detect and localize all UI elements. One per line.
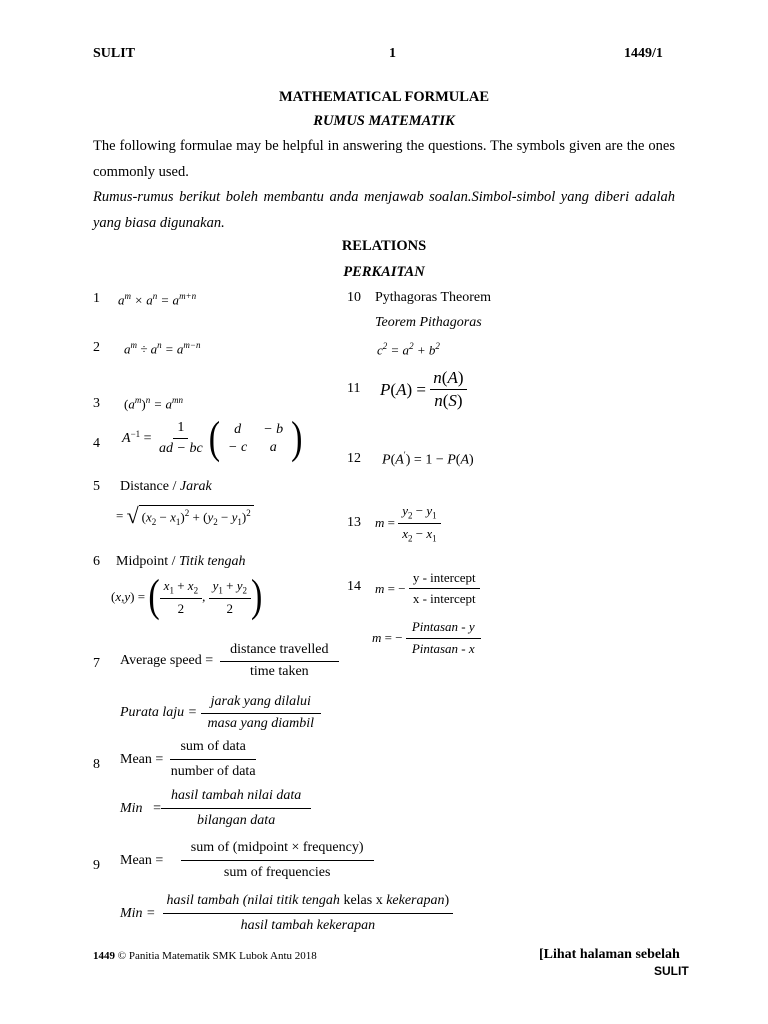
formula-5-number: 5 <box>93 479 100 494</box>
formula-7-en: Average speed = $\frac{\text{distance travelled}}{\text{time taken}}$ <box>120 642 339 680</box>
formula-2: $a^m \div a^n = a^{m-n}$ <box>124 340 201 357</box>
page-title: MATHEMATICAL FORMULAE <box>278 89 490 105</box>
formula-6: ( x , y ) = ( $\frac{x_1 + x_2}{2}$ , $\frac{y_1 + y_2}{2}$ ) <box>111 571 263 622</box>
formula-14-ms: m = − $\frac{\text{Pintasan - y}}{\text{Pintasan - x}}$ <box>372 619 481 657</box>
formula-10-number: 10 <box>347 290 361 305</box>
header-paper-code: 1449/1 <box>624 46 663 61</box>
formula-14-number: 14 <box>347 579 361 594</box>
formula-9-number: 9 <box>93 858 100 873</box>
formula-10-label-en: Pythagoras Theorem <box>375 290 491 305</box>
intro-english: The following formulae may be helpful in answering the questions. The symbols given are the ones commonly used. <box>93 138 675 180</box>
header-left: SULIT <box>93 46 136 61</box>
header-page-number: 1 <box>389 46 396 61</box>
formula-14-en: m = − $\frac{\text{y - intercept}}{\text{x - intercept}}$ <box>375 570 480 607</box>
footer-next-page: [Lihat halaman sebelah <box>539 947 680 962</box>
formula-1: $a^m \times a^n = a^{m+n}$ <box>118 291 197 308</box>
formula-7-number: 7 <box>93 656 100 671</box>
formula-7-ms: Purata laju = $\frac{\text{jarak yang dilalui}}{\text{masa yang diambil}}$ <box>120 694 321 732</box>
formula-12: P(A′) = 1 − P(A) <box>382 450 474 468</box>
formula-5-label-en: Distance <box>120 479 169 494</box>
formula-11: P ( A ) = $\frac{n(A)}{n(S)}$ <box>380 368 467 411</box>
formula-1-number: 1 <box>93 291 100 306</box>
formula-12-number: 12 <box>347 451 361 466</box>
formula-6-label: Midpoint / Titik tengah <box>116 554 246 569</box>
formula-13: m = $\frac{y_2 - y_1}{x_2 - x_1}$ <box>375 503 441 543</box>
footer-sulit: SULIT <box>654 964 689 978</box>
formula-10-label-ms: Teorem Pithagoras <box>375 315 482 330</box>
page-subtitle: RUMUS MATEMATIK <box>313 113 455 129</box>
section-title: RELATIONS <box>341 238 427 254</box>
formula-2-number: 2 <box>93 340 100 355</box>
formula-13-number: 13 <box>347 515 361 530</box>
formula-4-number: 4 <box>93 436 100 451</box>
formula-8-en: Mean = $\frac{\text{sum of data}}{\text{number of data}}$ <box>120 739 256 779</box>
formula-3-number: 3 <box>93 396 100 411</box>
formula-6-number: 6 <box>93 554 100 569</box>
formula-4: A $^{-1}$ = $\frac{1}{ad - bc}$ ( d − b − c a ) <box>122 412 303 463</box>
formula-8-number: 8 <box>93 757 100 772</box>
section-subtitle: PERKAITAN <box>343 264 425 280</box>
formula-5-label-ms: Jarak <box>179 479 212 494</box>
formula-5-label: Distance / Jarak <box>120 479 212 494</box>
formula-3: $(a^m)^n = a^{mn}$ <box>124 395 183 412</box>
formula-9-ms: Min = $\frac{\text{hasil tambah (nilai titik tengah kelas x kekerapan)}}{\text{hasil tambah kekerapan}}$ <box>120 893 453 934</box>
formula-11-number: 11 <box>347 381 361 396</box>
formula-9-en: Mean = $\frac{\text{sum of (midpoint × frequency)}}{\text{sum of frequencies}}$ <box>120 840 374 881</box>
formula-10: $c^2 = a^2 + b^2$ <box>377 341 440 358</box>
formula-8-ms: Min = $\frac{\text{hasil tambah nilai data}}{\text{bilangan data}}$ <box>120 788 311 829</box>
intro-malay: Rumus-rumus berikut boleh membantu anda menjawab soalan.Simbol-simbol yang diberi adalah yang biasa digunakan. <box>93 189 675 231</box>
footer-copyright: 1449 © Panitia Matematik SMK Lubok Antu 2018 <box>93 950 317 962</box>
formula-5: = √ $(x_2 - x_1)^2 + (y_2 - y_1)^2$ <box>116 503 254 529</box>
